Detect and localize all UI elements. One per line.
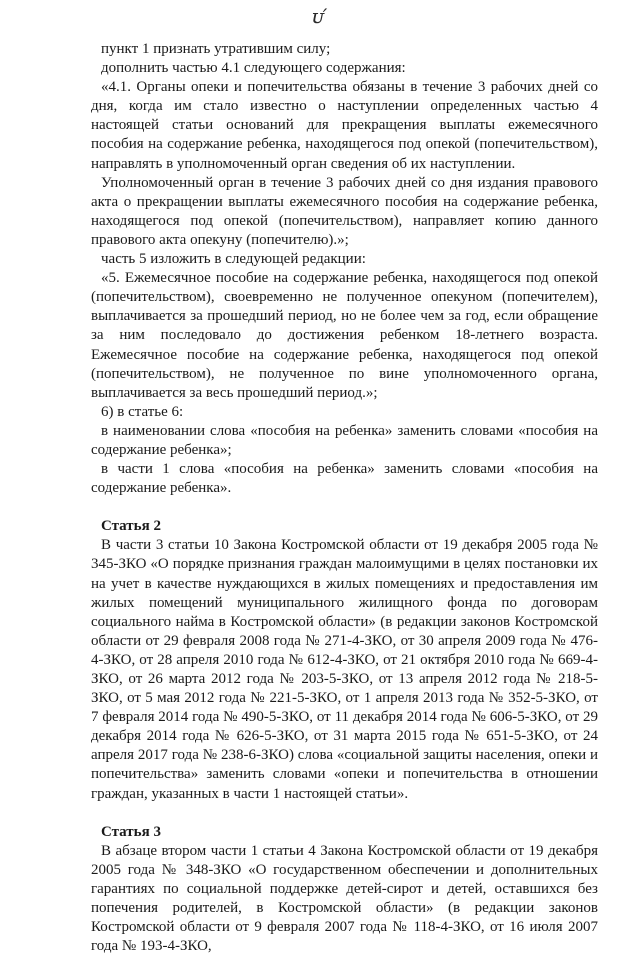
- document-body: [91, 40, 598, 956]
- paragraph: Уполномоченный орган в течение 3 рабочих дней со дня издания правового акта о прекращении выплаты ежемесячного пособия на содержание ребенка, находящегося под опекой (попечительством), направляет копию данного правового акта опекуну (попечителю).»;: [91, 174, 598, 248]
- paragraph: «5. Ежемесячное пособие на содержание ребенка, находящегося под опекой (попечительством), своевременно не полученное опекуном (попечителем), выплачивается за прошедший период, но не более чем за год, если обращение за ним последовало до достижения ребенком 18-летнего возраста. Ежемесячное пособие на содержание ребенка, находящегося под опекой (попечительством), не полученное по вине уполномоченного органа, выплачивается за весь прошедший период.»;: [91, 270, 598, 401]
- paragraph: в наименовании слова «пособия на ребенка» заменить словами «пособия на содержание ребенка»;: [91, 422, 598, 458]
- paragraph: 6) в статье 6:: [101, 403, 184, 420]
- article-2-text: В части 3 статьи 10 Закона Костромской области от 19 декабря 2005 года № 345-ЗКО «О порядке признания граждан малоимущими в целях постановки их на учет в качестве нуждающихся в жилых помещениях и предоставления им жилых помещений муниципального жилищного фонда по договорам социального найма в Костромской области» (в редакции законов Костромской области от 29 февраля 2008 года № 271-4-ЗКО, от 30 апреля 2009 года № 476-4-ЗКО, от 28 апреля 2010 года № 612-4-ЗКО, от 21 октября 2010 года № 669-4-ЗКО, от 26 марта 2012 года № 203-5-ЗКО, от 13 апреля 2012 года № 218-5-ЗКО, от 5 мая 2012 года № 221-5-ЗКО, от 1 апреля 2013 года № 352-5-ЗКО, от 7 февраля 2014 года № 490-5-ЗКО, от 11 декабря 2014 года № 606-5-ЗКО, от 29 декабря 2014 года № 626-5-ЗКО, от 31 марта 2015 года № 651-5-ЗКО, от 24 апреля 2017 года № 238-6-ЗКО) слова «социальной защиты населения, опеки и попечительства» заменить словами «опеки и попечительства в отношении граждан, указанных в части 1 настоящей статьи».: [91, 537, 598, 802]
- article-3-heading: Статья 3: [101, 823, 161, 840]
- handwritten-page-mark: ᴜ′: [312, 4, 327, 28]
- paragraph: пункт 1 признать утратившим силу;: [101, 41, 331, 57]
- paragraph: «4.1. Органы опеки и попечительства обязаны в течение 3 рабочих дней со дня, когда им стало известно о наступлении определенных частью 4 настоящей статьи оснований для прекращения выплаты ежемесячного пособия на содержание ребенка, находящегося под опекой (попечительством), направлять в уполномоченный орган сведения об их наступлении.: [91, 79, 598, 172]
- paragraph: дополнить частью 4.1 следующего содержания:: [101, 60, 406, 77]
- article-2-heading: Статья 2: [101, 518, 161, 535]
- paragraph: в части 1 слова «пособия на ребенка» заменить словами «пособия на содержание ребенка».: [91, 461, 598, 497]
- paragraph: часть 5 изложить в следующей редакции:: [101, 251, 366, 268]
- article-3-text: В абзаце втором части 1 статьи 4 Закона Костромской области от 19 декабря 2005 года № 348-ЗКО «О государственном обеспечении и дополнительных гарантиях по социальной поддержке детей-сирот и детей, оставшихся без попечения родителей, в Костромской области» (в редакции законов Костромской области от 9 февраля 2007 года № 118-4-ЗКО, от 16 июля 2007 года № 193-4-ЗКО,: [91, 842, 598, 955]
